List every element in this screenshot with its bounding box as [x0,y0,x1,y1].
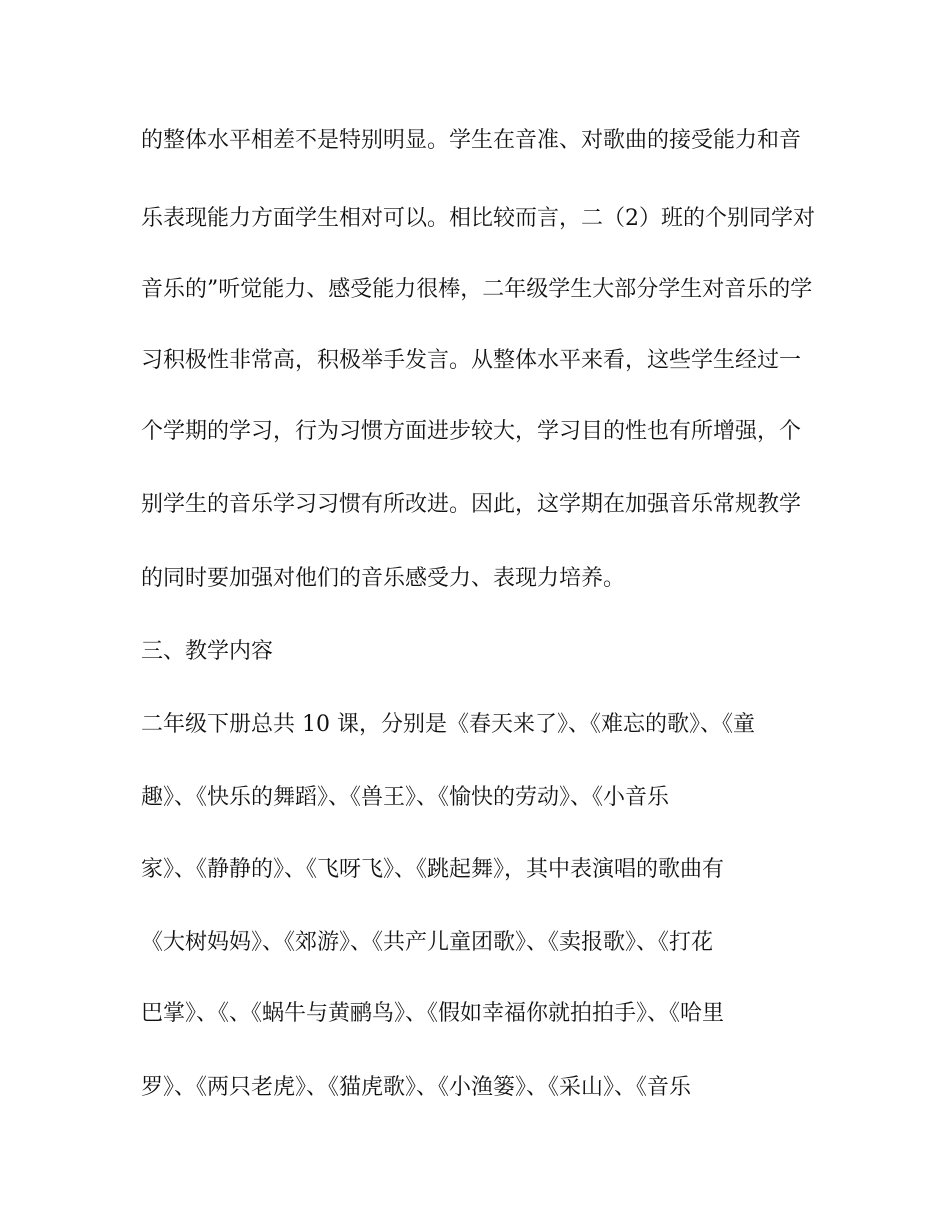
text-line-3: 音乐的”听觉能力、感受能力很棒，二年级学生大部分学生对音乐的学 [141,277,813,302]
text-line-6: 别学生的音乐学习习惯有所改进。因此，这学期在加强音乐常规教学 [141,492,802,517]
text-line-2: 乐表现能力方面学生相对可以。相比较而言，二（2）班的个别同学对 [141,206,815,231]
text-line-1: 的整体水平相差不是特别明显。学生在音准、对歌曲的接受能力和音 [141,128,802,153]
text-line-10: 趣》、《快乐的舞蹈》、《兽王》、《愉快的劳动》、《小音乐 [141,785,670,810]
text-line-11: 家》、《静静的》、《飞呀飞》、《跳起舞》，其中表演唱的歌曲有 [141,857,725,882]
text-line-5: 个学期的学习，行为习惯方面进步较大，学习目的性也有所增强，个 [141,419,802,444]
text-line-14: 罗》、《两只老虎》、《猫虎歌》、《小渔篓》、《采山》、《音乐 [141,1075,692,1100]
section-heading: 三、教学内容 [141,639,274,664]
text-line-12: 《大树妈妈》、《郊游》、《共产儿童团歌》、《卖报歌》、《打花 [141,930,714,955]
text-line-4: 习积极性非常高，积极举手发言。从整体水平来看，这些学生经过一 [141,348,802,373]
text-line-9: 二年级下册总共 10 课，分别是《春天来了》、《难忘的歌》、《童 [141,712,755,737]
text-line-13: 巴掌》、《、《蜗牛与黄鹂鸟》、《假如幸福你就拍拍手》、《哈里 [141,1001,725,1026]
text-line-7: 的同时要加强对他们的音乐感受力、表现力培养。 [141,566,626,591]
